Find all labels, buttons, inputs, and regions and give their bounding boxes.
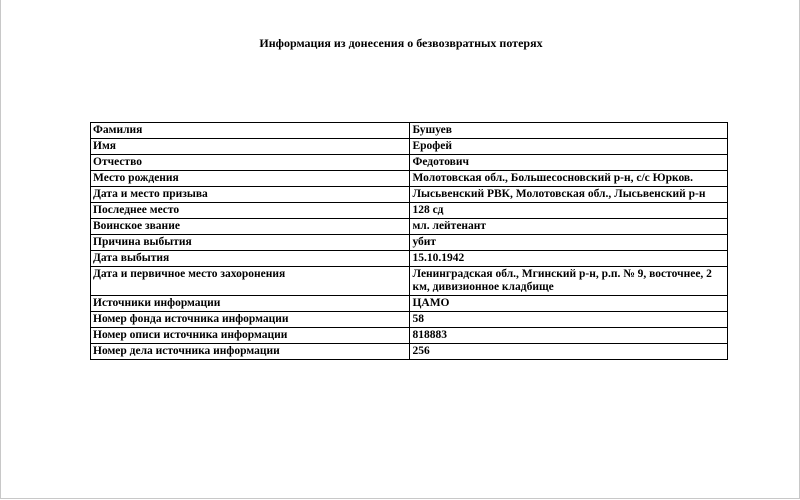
table-row bbox=[91, 344, 728, 360]
row-value: 256 bbox=[410, 344, 728, 360]
row-value: ЦАМО bbox=[410, 296, 728, 312]
row-value: 58 bbox=[410, 312, 728, 328]
row-label: Отчество bbox=[91, 155, 410, 171]
table-row bbox=[91, 219, 728, 235]
table-row bbox=[91, 171, 728, 187]
table-row bbox=[91, 251, 728, 267]
row-label: Место рождения bbox=[91, 171, 410, 187]
row-label: Воинское звание bbox=[91, 219, 410, 235]
row-value: Молотовская обл., Большесосновский р-н, с/с Юрков. bbox=[410, 171, 728, 187]
row-label: Дата выбытия bbox=[91, 251, 410, 267]
table-row bbox=[91, 187, 728, 203]
row-value: Лысьвенский РВК, Молотовская обл., Лысьвенский р-н bbox=[410, 187, 728, 203]
row-label: Источники информации bbox=[91, 296, 410, 312]
table-row bbox=[91, 328, 728, 344]
row-value: Ерофей bbox=[410, 139, 728, 155]
info-table bbox=[90, 122, 728, 360]
table-row bbox=[91, 139, 728, 155]
row-value: 128 сд bbox=[410, 203, 728, 219]
row-value: убит bbox=[410, 235, 728, 251]
row-label: Фамилия bbox=[91, 123, 410, 139]
table-row bbox=[91, 155, 728, 171]
row-label: Дата и место призыва bbox=[91, 187, 410, 203]
row-value: мл. лейтенант bbox=[410, 219, 728, 235]
row-label: Дата и первичное место захоронения bbox=[91, 267, 410, 296]
row-value: Бушуев bbox=[410, 123, 728, 139]
row-label: Номер описи источника информации bbox=[91, 328, 410, 344]
row-label: Имя bbox=[91, 139, 410, 155]
row-label: Номер дела источника информации bbox=[91, 344, 410, 360]
row-value: 818883 bbox=[410, 328, 728, 344]
row-value: 15.10.1942 bbox=[410, 251, 728, 267]
row-label: Причина выбытия bbox=[91, 235, 410, 251]
table-row bbox=[91, 123, 728, 139]
table-row bbox=[91, 312, 728, 328]
document-title: Информация из донесения о безвозвратных потерях bbox=[259, 36, 543, 50]
table-row bbox=[91, 203, 728, 219]
row-label: Последнее место bbox=[91, 203, 410, 219]
row-label: Номер фонда источника информации bbox=[91, 312, 410, 328]
table-row bbox=[91, 267, 728, 296]
table-row bbox=[91, 296, 728, 312]
table-row bbox=[91, 235, 728, 251]
row-value: Федотович bbox=[410, 155, 728, 171]
row-value: Ленинградская обл., Мгинский р-н, р.п. № 9, восточнее, 2 км, дивизионное кладбище bbox=[410, 267, 728, 296]
